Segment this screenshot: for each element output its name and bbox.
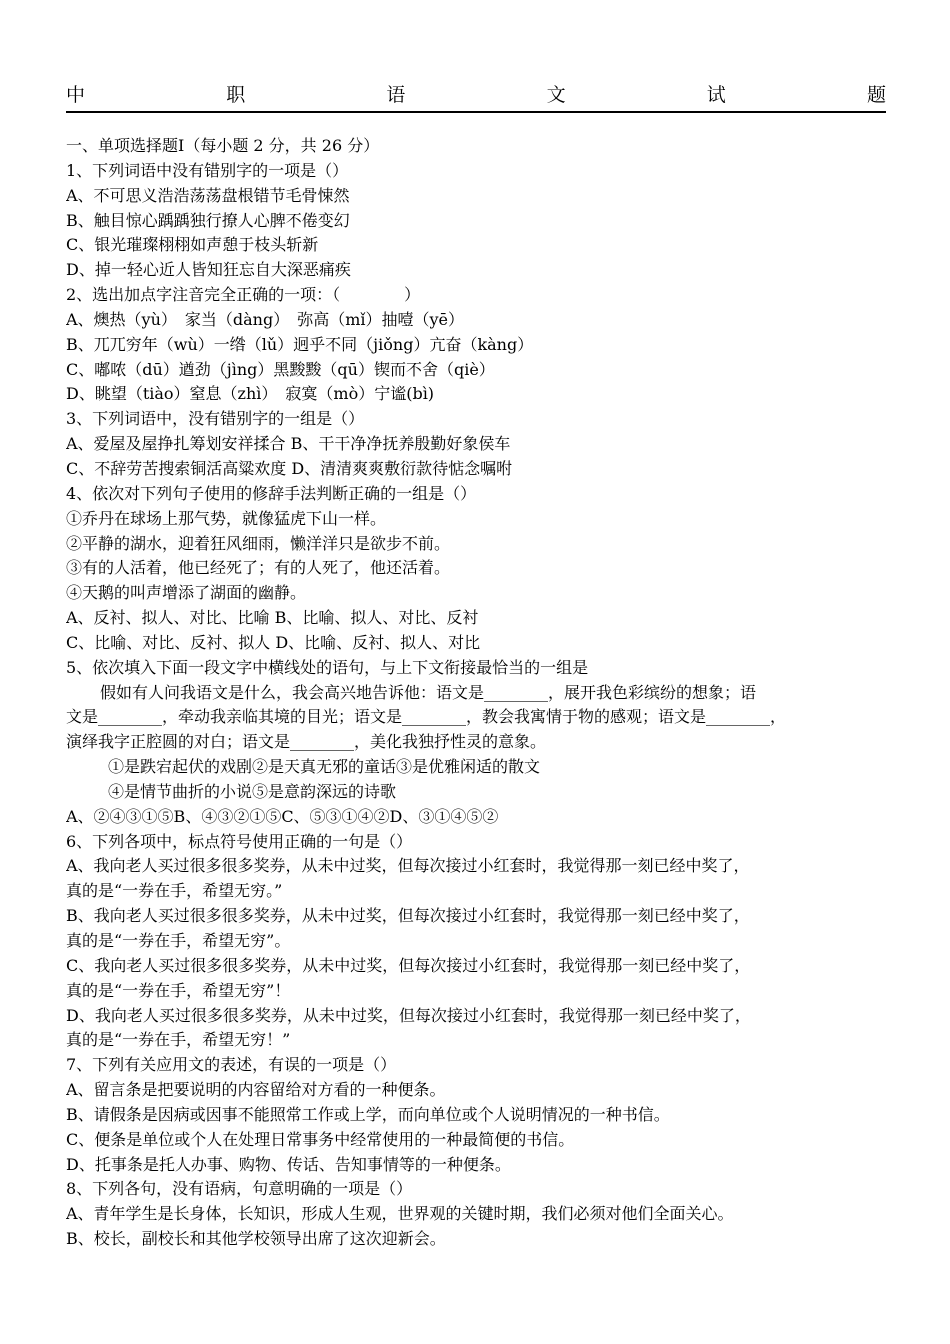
answer-option: D、我向老人买过很多很多奖券，从未中过奖，但每次接过小红套时，我觉得那一刻已经中奖了， xyxy=(66,1005,751,1025)
question-stem: 1、下列词语中没有错别字的一项是（） xyxy=(66,160,349,180)
answer-option: C、嘟哝（dū）遒劲（jìng）黑黢黢（qū）锲而不舍（qiè） xyxy=(66,359,495,379)
title-char: 语 xyxy=(386,83,406,106)
title-char: 职 xyxy=(226,83,246,106)
answer-option: A、留言条是把要说明的内容留给对方看的一种便条。 xyxy=(66,1080,446,1100)
question-stem: 6、下列各项中，标点符号使用正确的一句是（） xyxy=(66,831,413,851)
passage-line: 演绎我字正腔圆的对白；语文是________，美化我独抒性灵的意象。 xyxy=(66,732,547,752)
answer-option: A、反衬、拟人、对比、比喻 B、比喻、拟人、对比、反衬 xyxy=(66,608,479,628)
answer-option: C、便条是单位或个人在处理日常事务中经常使用的一种最简便的书信。 xyxy=(66,1129,575,1149)
answer-option: D、眺望（tiào）窒息（zhì） 寂寞（mò）宁谧(bì) xyxy=(66,384,435,404)
question-stem: 2、选出加点字注音完全正确的一项：（ ） xyxy=(66,285,421,305)
title-char: 试 xyxy=(706,83,726,106)
answer-option-continued: 真的是“一券在手，希望无穷。” xyxy=(66,881,283,901)
answer-option: B、我向老人买过很多很多奖券，从未中过奖，但每次接过小红套时，我觉得那一刻已经中奖了， xyxy=(66,906,750,926)
title-char: 题 xyxy=(866,83,886,106)
question-stem: 3、下列词语中，没有错别字的一组是（） xyxy=(66,409,365,429)
choice-list: ④是情节曲折的小说⑤是意韵深远的诗歌 xyxy=(108,781,397,801)
answer-option-continued: 真的是“一券在手，希望无穷”。 xyxy=(66,931,291,950)
choice-list: ①是跌宕起伏的戏剧②是天真无邪的童话③是优雅闲适的散文 xyxy=(108,757,541,777)
answer-option: A、②④③①⑤B、④③②①⑤C、⑤③①④②D、③①④⑤② xyxy=(66,806,499,826)
answer-option: D、托事条是托人办事、购物、传话、告知事情等的一种便条。 xyxy=(66,1154,511,1174)
passage-line: 文是________，牵动我亲临其境的目光；语文是________，教会我寓情于物的感观；语文是________， xyxy=(66,707,787,727)
question-sentence: ②平静的湖水，迎着狂风细雨，懒洋洋只是欲步不前。 xyxy=(66,533,451,553)
title-char: 文 xyxy=(546,83,566,106)
title-char: 中 xyxy=(66,83,86,106)
answer-option: B、触目惊心踽踽独行撩人心脾不倦变幻 xyxy=(66,210,350,230)
answer-option: A、燠热（yù） 家当（dàng） 弥高（mǐ）抽噎（yē） xyxy=(66,309,465,329)
question-stem: 7、下列有关应用文的表述，有误的一项是（） xyxy=(66,1055,397,1075)
passage-line: 假如有人问我语文是什么，我会高兴地告诉他：语文是________，展开我色彩缤纷的想象；语 xyxy=(100,682,757,702)
answer-option: D、掉一轻心近人皆知狂忘自大深恶痛疾 xyxy=(66,260,351,280)
page-title xyxy=(66,78,886,108)
question-sentence: ①乔丹在球场上那气势，就像猛虎下山一样。 xyxy=(66,508,387,528)
answer-option: C、银光璀璨栩栩如声憩于枝头斩新 xyxy=(66,235,319,255)
answer-option: C、不辞劳苦搜索铜活高粱欢度 D、清清爽爽敷衍款待惦念嘱咐 xyxy=(66,458,513,478)
question-sentence: ④天鹅的叫声增添了湖面的幽静。 xyxy=(66,583,307,603)
question-stem: 8、下列各句，没有语病，句意明确的一项是（） xyxy=(66,1179,413,1199)
question-stem: 5、依次填入下面一段文字中横线处的语句，与上下文衔接最恰当的一组是 xyxy=(66,657,589,677)
answer-option: C、比喻、对比、反衬、拟人 D、比喻、反衬、拟人、对比 xyxy=(66,632,481,652)
answer-option: B、请假条是因病或因事不能照常工作或上学，而向单位或个人说明情况的一种书信。 xyxy=(66,1104,670,1124)
answer-option: B、兀兀穷年（wù）一绺（lǔ）迥乎不同（jiǒng）亢奋（kàng） xyxy=(66,334,534,354)
answer-option: A、爱屋及屋挣扎筹划安祥揉合 B、干干净净抚养殷勤好象侯车 xyxy=(66,434,511,454)
question-sentence: ③有的人活着，他已经死了；有的人死了，他还活着。 xyxy=(66,558,451,578)
header-divider xyxy=(66,111,886,113)
answer-option: B、校长，副校长和其他学校领导出席了这次迎新会。 xyxy=(66,1229,446,1249)
exam-content xyxy=(66,134,886,1252)
answer-option: C、我向老人买过很多很多奖券，从未中过奖，但每次接过小红套时，我觉得那一刻已经中奖了， xyxy=(66,955,751,975)
answer-option-continued: 真的是“一券在手，希望无穷”！ xyxy=(66,980,291,1000)
question-stem: 4、依次对下列句子使用的修辞手法判断正确的一组是（） xyxy=(66,483,477,503)
answer-option: A、青年学生是长身体，长知识，形成人生观，世界观的关键时期，我们必须对他们全面关心。 xyxy=(66,1204,734,1224)
answer-option-continued: 真的是“一券在手，希望无穷！” xyxy=(66,1030,291,1050)
answer-option: A、不可思义浩浩荡荡盘根错节毛骨悚然 xyxy=(66,185,350,205)
section-heading: 一、单项选择题Ⅰ（每小题 2 分，共 26 分） xyxy=(66,136,380,155)
answer-option: A、我向老人买过很多很多奖券，从未中过奖，但每次接过小红套时，我觉得那一刻已经中奖了， xyxy=(66,856,750,876)
